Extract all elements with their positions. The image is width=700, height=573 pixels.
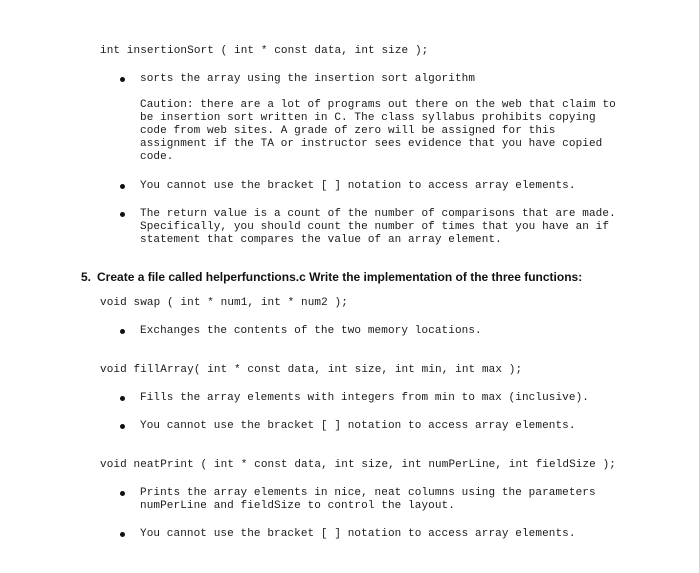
bullet-dot-icon bbox=[120, 77, 125, 82]
bullet-text: You cannot use the bracket [ ] notation to access array elements. bbox=[140, 420, 576, 432]
bullet-text: Prints the array elements in nice, neat columns using the parameters numPerLine and fieldSize to control the layout. bbox=[140, 487, 596, 512]
bullet-text: You cannot use the bracket [ ] notation to access array elements. bbox=[140, 180, 576, 192]
bullet-dot-icon bbox=[120, 491, 125, 496]
fill-array-signature: void fillArray( int * const data, int size, int min, int max ); bbox=[100, 364, 523, 376]
bullet-dot-icon bbox=[120, 424, 125, 429]
bullet-text: Exchanges the contents of the two memory locations. bbox=[140, 325, 482, 337]
section-heading-text: Create a file called helperfunctions.c Write the implementation of the three functions: bbox=[97, 270, 583, 284]
bullet-text: sorts the array using the insertion sort algorithm bbox=[140, 73, 476, 85]
bullet-dot-icon bbox=[120, 396, 125, 401]
caution-note: Caution: there are a lot of programs out there on the web that claim to be insertion sort written in C. The class syllabus prohibits copying code from web sites. A grade of zero will be assigned for this assignment if the TA or instructor sees evidence that you have copied code. bbox=[140, 99, 616, 163]
bullet-dot-icon bbox=[120, 329, 125, 334]
insertion-sort-signature: int insertionSort ( int * const data, int size ); bbox=[100, 45, 429, 57]
section-number: 5. bbox=[81, 270, 92, 284]
bullet-text: Fills the array elements with integers from min to max (inclusive). bbox=[140, 392, 589, 404]
bullet-text: The return value is a count of the number of comparisons that are made. Specifically, you should count the number of times that you have an if statement that compares the value of an array element. bbox=[140, 208, 616, 246]
bullet-dot-icon bbox=[120, 532, 125, 537]
section-heading bbox=[81, 270, 582, 284]
bullet-dot-icon bbox=[120, 212, 125, 217]
bullet-dot-icon bbox=[120, 184, 125, 189]
bullet-text: You cannot use the bracket [ ] notation to access array elements. bbox=[140, 528, 576, 540]
swap-signature: void swap ( int * num1, int * num2 ); bbox=[100, 297, 348, 309]
neat-print-signature: void neatPrint ( int * const data, int size, int numPerLine, int fieldSize ); bbox=[100, 459, 616, 471]
